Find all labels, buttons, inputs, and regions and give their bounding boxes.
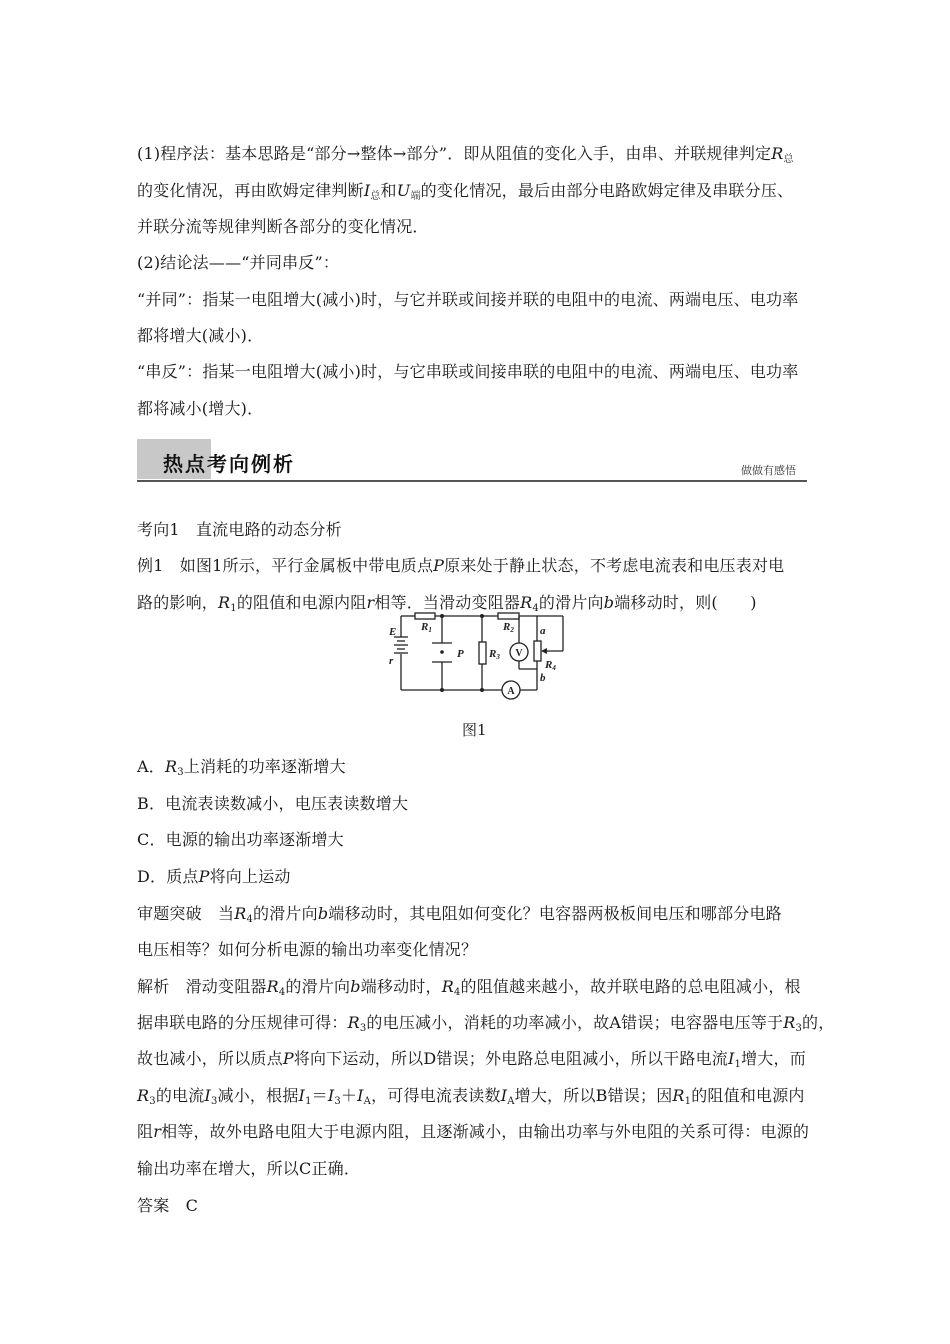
- symbol-r1: R: [218, 593, 231, 612]
- text: 故也减小，所以质点: [137, 1049, 283, 1068]
- subscript: 3: [210, 1096, 218, 1107]
- subscript: 总: [370, 191, 381, 202]
- symbol-r3: R: [783, 1013, 796, 1032]
- symbol-r4: R: [441, 977, 454, 996]
- text: ＝: [311, 1086, 328, 1105]
- symbol-ia: I: [500, 1086, 508, 1105]
- text: (1)程序法：基本思路是“部分→整体→部分”．即从阻值的变化入手，由串、并联规律判定: [137, 144, 772, 163]
- symbol-r-total: R: [771, 144, 784, 163]
- text: 上消耗的功率逐渐增大: [183, 757, 346, 776]
- symbol-i1: I: [728, 1049, 735, 1068]
- text: 增大，而: [741, 1049, 806, 1068]
- option-b: B．电流表读数减小，电压表读数增大: [137, 794, 409, 813]
- text: 和: [380, 181, 397, 200]
- analysis-line1: [137, 976, 801, 1001]
- label-emf: E: [389, 626, 397, 638]
- text: 相等，故外电路电阻大于电源内阻，且逐渐减小，由输出功率与外电阻的关系可得：电源的: [161, 1122, 810, 1141]
- topic-heading: 考向1 直流电路的动态分析: [137, 520, 342, 539]
- symbol-ia: I: [357, 1086, 364, 1105]
- label-r1-sub: 1: [428, 626, 432, 634]
- subscript: 4: [453, 987, 461, 998]
- text: A．: [137, 757, 165, 776]
- symbol-b: b: [603, 593, 615, 612]
- text: 的滑片向: [538, 593, 604, 612]
- text: 端移动时，则( ): [614, 593, 757, 612]
- symbol-p: P: [433, 556, 445, 575]
- option-d: [137, 866, 291, 888]
- review-line1: [137, 903, 782, 928]
- text: 解析 滑动变阻器: [137, 977, 267, 996]
- symbol-b: b: [350, 977, 361, 996]
- symbol-r3: R: [347, 1013, 360, 1032]
- subscript: 1: [230, 603, 237, 614]
- symbol-r: r: [366, 593, 375, 612]
- section-banner-rule: [137, 480, 807, 482]
- section-banner-subtitle: 做做有感悟: [741, 464, 796, 477]
- svg-text:R1: [420, 621, 432, 634]
- section-banner-title: 热点考向例析: [163, 452, 295, 476]
- label-r2: R: [503, 621, 511, 633]
- text: 将向上运动: [209, 867, 291, 886]
- text: 阻: [137, 1122, 154, 1141]
- text: 的变化情况，最后由部分电路欧姆定律及串联分压、: [420, 181, 794, 200]
- text: 将向下运动，所以D错误；外电路总电阻减小，所以干路电流: [293, 1049, 729, 1068]
- text: 的滑片向: [253, 904, 318, 923]
- example-line1: [137, 555, 784, 577]
- option-a: [137, 756, 346, 781]
- text: 增大，所以B错误；因: [514, 1086, 673, 1105]
- symbol-r3: R: [137, 1086, 150, 1105]
- circuit-diagram: [385, 610, 575, 710]
- text: 例1 如图1所示，平行金属板中带电质点: [137, 556, 434, 575]
- subscript: 1: [684, 1096, 692, 1107]
- text: 的滑片向: [285, 977, 351, 996]
- review-line2: 电压相等？如何分析电源的输出功率变化情况？: [137, 940, 478, 959]
- svg-text:R2: [502, 621, 514, 634]
- subscript: 4: [246, 914, 254, 925]
- label-internal-r: r: [389, 655, 394, 667]
- symbol-r4: R: [266, 977, 279, 996]
- label-a: a: [540, 625, 546, 637]
- label-r4-sub: 4: [552, 664, 556, 672]
- symbol-u-terminal: U: [396, 181, 411, 200]
- method1-line1: [137, 143, 794, 168]
- text: 的电流: [155, 1086, 205, 1105]
- text: 路的影响，: [137, 593, 219, 612]
- subscript: 3: [177, 767, 184, 778]
- subscript: 3: [795, 1023, 802, 1034]
- answer: 答案 C: [137, 1196, 199, 1215]
- subscript: 总: [783, 154, 794, 165]
- text: D．质点: [137, 867, 199, 886]
- subscript: A: [363, 1096, 372, 1107]
- label-r2-sub: 2: [510, 626, 514, 634]
- svg-text:R3: [488, 648, 500, 661]
- subscript: 1: [305, 1096, 312, 1107]
- label-r4: R: [545, 659, 553, 671]
- figure-caption: 图1: [462, 721, 487, 739]
- symbol-p: P: [198, 867, 210, 886]
- subscript: 4: [278, 987, 286, 998]
- subscript: A: [507, 1096, 515, 1107]
- symbol-r4: R: [234, 904, 247, 923]
- voltmeter-icon: V: [515, 648, 523, 659]
- analysis-line5: [137, 1121, 809, 1143]
- subscript: 3: [359, 1023, 367, 1034]
- chuanfan-line2: 都将减小(增大)．: [137, 399, 264, 418]
- analysis-line2: [137, 1012, 834, 1037]
- chuanfan-line1: “串反”：指某一电阻增大(减小)时，与它串联或间接串联的电阻中的电流、两端电压、电功率: [137, 362, 799, 381]
- text: 相等．当滑动变阻器: [374, 593, 521, 612]
- text: 的阻值越来越小，故并联电路的总电阻减小，根: [460, 977, 801, 996]
- svg-text:R4: [544, 659, 556, 672]
- label-r3: R: [489, 648, 497, 660]
- symbol-r: r: [153, 1122, 162, 1141]
- label-b: b: [540, 672, 546, 684]
- subscript: 端: [410, 191, 421, 202]
- text: 的变化情况，再由欧姆定律判断: [137, 181, 364, 200]
- text: 端移动时，其电阻如何变化？电容器两极板间电压和哪部分电路: [328, 904, 782, 923]
- symbol-b: b: [317, 904, 329, 923]
- subscript: 3: [149, 1096, 156, 1107]
- method1-line2: [137, 180, 793, 205]
- text: 审题突破 当: [137, 904, 235, 923]
- symbol-i-total: I: [363, 181, 371, 200]
- symbol-r3: R: [164, 757, 178, 776]
- text: 的阻值和电源内阻: [236, 593, 367, 612]
- method1-line3: 并联分流等规律判断各部分的变化情况．: [137, 217, 429, 236]
- analysis-line3: [137, 1048, 806, 1073]
- symbol-p: P: [282, 1049, 294, 1068]
- text: 减小，根据: [217, 1086, 299, 1105]
- symbol-i3: I: [327, 1086, 335, 1105]
- text: ＋: [340, 1086, 358, 1105]
- text: 据串联电路的分压规律可得：: [137, 1013, 348, 1032]
- text: 的，: [802, 1013, 835, 1032]
- ammeter-icon: A: [507, 686, 515, 697]
- text: 端移动时，: [360, 977, 442, 996]
- bingtong-line2: 都将增大(减小)．: [137, 326, 264, 345]
- symbol-r4: R: [520, 593, 533, 612]
- symbol-i1: I: [298, 1086, 306, 1105]
- symbol-r1: R: [672, 1086, 685, 1105]
- option-c: C．电源的输出功率逐渐增大: [137, 830, 344, 849]
- label-r3-sub: 3: [496, 653, 500, 661]
- label-r1: R: [421, 621, 429, 633]
- text: 原来处于静止状态，不考虑电流表和电压表对电: [444, 556, 785, 575]
- label-p: P: [457, 648, 464, 660]
- method2-title: (2)结论法——“并同串反”：: [137, 253, 340, 272]
- analysis-line6: 输出功率在增大，所以C正确．: [137, 1159, 361, 1178]
- subscript: 3: [334, 1096, 341, 1107]
- symbol-i3: I: [204, 1086, 211, 1105]
- analysis-line4: [137, 1085, 805, 1110]
- subscript: 1: [734, 1059, 742, 1070]
- text: ，可得电流表读数: [371, 1086, 501, 1105]
- text: 的电压减小，消耗的功率减小，故A错误；电容器电压等于: [366, 1013, 784, 1032]
- text: 的阻值和电源内: [691, 1086, 805, 1105]
- subscript: 4: [532, 603, 539, 614]
- bingtong-line1: “并同”：指某一电阻增大(减小)时，与它并联或间接并联的电阻中的电流、两端电压、电功率: [137, 290, 799, 309]
